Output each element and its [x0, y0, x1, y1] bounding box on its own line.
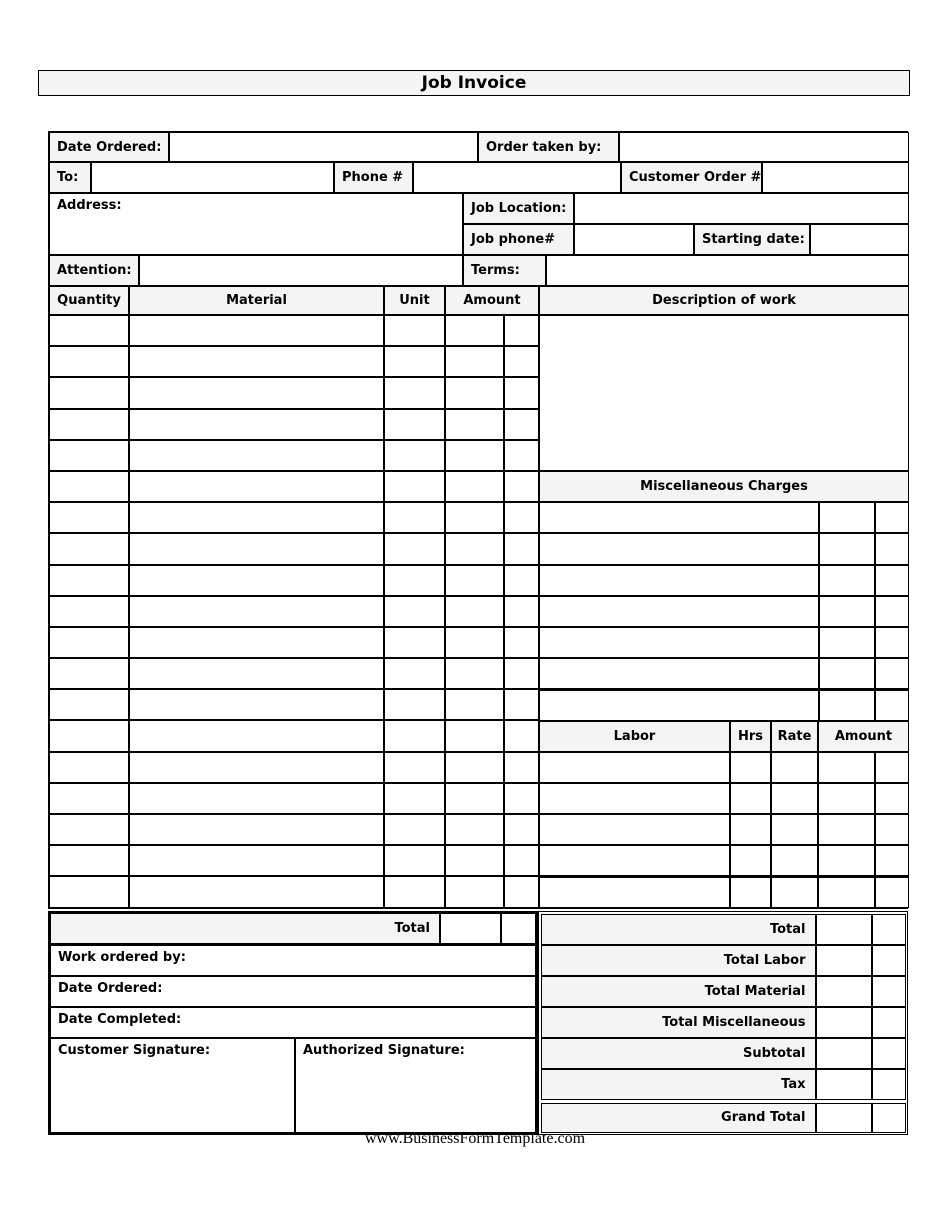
- material-cell[interactable]: [129, 627, 384, 658]
- unit-cell[interactable]: [384, 440, 445, 471]
- amount-cents-cell[interactable]: [504, 533, 539, 564]
- quantity-cell[interactable]: [49, 377, 129, 408]
- amount-dollars-cell[interactable]: [445, 565, 504, 596]
- quantity-cell[interactable]: [49, 440, 129, 471]
- labor-name-cell[interactable]: [539, 752, 730, 783]
- date-ordered-label: Date Ordered:: [49, 132, 169, 162]
- date-completed-field[interactable]: Date Completed:: [50, 1007, 536, 1038]
- labor-hrs-cell[interactable]: [730, 845, 771, 876]
- unit-header: Unit: [384, 286, 445, 315]
- amount-cents-cell[interactable]: [504, 783, 539, 814]
- order-taken-by-label: Order taken by:: [478, 132, 619, 162]
- unit-cell[interactable]: [384, 471, 445, 502]
- labor-cents-cell[interactable]: [875, 814, 909, 845]
- labor-amount-cell[interactable]: [818, 814, 875, 845]
- amount-cents-cell[interactable]: [504, 876, 539, 907]
- material-total-input[interactable]: [440, 913, 501, 944]
- unit-cell[interactable]: [384, 783, 445, 814]
- unit-cell[interactable]: [384, 689, 445, 720]
- quantity-cell[interactable]: [49, 752, 129, 783]
- quantity-header: Quantity: [49, 286, 129, 315]
- unit-cell[interactable]: [384, 627, 445, 658]
- phone-input[interactable]: [413, 162, 621, 193]
- totals-cents-input[interactable]: [872, 1007, 906, 1038]
- totals-amount-input[interactable]: [816, 1038, 872, 1069]
- amount-dollars-cell[interactable]: [445, 876, 504, 907]
- misc-cents-cell[interactable]: [875, 627, 909, 658]
- labor-rate-cell[interactable]: [771, 814, 818, 845]
- amount-dollars-cell[interactable]: [445, 845, 504, 876]
- amount-cents-cell[interactable]: [504, 814, 539, 845]
- date-ordered-input[interactable]: [169, 132, 478, 162]
- quantity-cell[interactable]: [49, 720, 129, 751]
- labor-hrs-cell[interactable]: [730, 752, 771, 783]
- customer-order-input[interactable]: [762, 162, 909, 193]
- customer-signature-field[interactable]: Customer Signature:: [50, 1038, 295, 1133]
- labor-rate-cell[interactable]: [771, 783, 818, 814]
- amount-cents-cell[interactable]: [504, 377, 539, 408]
- labor-rate-cell[interactable]: [771, 876, 818, 907]
- material-cell[interactable]: [129, 440, 384, 471]
- material-cell[interactable]: [129, 720, 384, 751]
- amount-cents-cell[interactable]: [504, 720, 539, 751]
- material-cell[interactable]: [129, 315, 384, 346]
- totals-label: Tax: [541, 1069, 816, 1100]
- amount-cents-cell[interactable]: [504, 409, 539, 440]
- terms-label: Terms:: [463, 255, 546, 286]
- amount-dollars-cell[interactable]: [445, 409, 504, 440]
- amount-dollars-cell[interactable]: [445, 346, 504, 377]
- unit-cell[interactable]: [384, 814, 445, 845]
- amount-dollars-cell[interactable]: [445, 377, 504, 408]
- job-location-label: Job Location:: [463, 193, 574, 224]
- misc-description-cell[interactable]: [539, 627, 819, 658]
- misc-amount-cell[interactable]: [819, 502, 875, 533]
- totals-section: [538, 911, 908, 1135]
- grand-total-cents-input[interactable]: [872, 1103, 906, 1133]
- job-location-input[interactable]: [574, 193, 909, 224]
- labor-rate-cell[interactable]: [771, 752, 818, 783]
- misc-cents-cell[interactable]: [875, 596, 909, 627]
- material-cell[interactable]: [129, 346, 384, 377]
- material-cell[interactable]: [129, 533, 384, 564]
- misc-description-cell[interactable]: [539, 596, 819, 627]
- unit-cell[interactable]: [384, 876, 445, 907]
- labor-rate-cell[interactable]: [771, 845, 818, 876]
- amount-dollars-cell[interactable]: [445, 689, 504, 720]
- amount-cents-cell[interactable]: [504, 565, 539, 596]
- unit-cell[interactable]: [384, 315, 445, 346]
- material-header: Material: [129, 286, 384, 315]
- amount-cents-cell[interactable]: [504, 689, 539, 720]
- misc-amount-cell[interactable]: [819, 627, 875, 658]
- labor-amount-header: Amount: [818, 721, 909, 752]
- quantity-cell[interactable]: [49, 596, 129, 627]
- totals-cents-input[interactable]: [872, 1038, 906, 1069]
- quantity-cell[interactable]: [49, 658, 129, 689]
- quantity-cell[interactable]: [49, 814, 129, 845]
- material-cell[interactable]: [129, 565, 384, 596]
- labor-name-cell[interactable]: [539, 783, 730, 814]
- quantity-cell[interactable]: [49, 876, 129, 907]
- work-column: [539, 315, 909, 908]
- labor-amount-cell[interactable]: [818, 783, 875, 814]
- material-cell[interactable]: [129, 471, 384, 502]
- labor-name-cell[interactable]: [539, 845, 730, 876]
- description-of-work-input[interactable]: [539, 315, 909, 471]
- quantity-cell[interactable]: [49, 471, 129, 502]
- grand-total-input[interactable]: [816, 1103, 872, 1133]
- customer-order-label: Customer Order #: [621, 162, 762, 193]
- labor-hrs-cell[interactable]: [730, 876, 771, 907]
- material-cell[interactable]: [129, 689, 384, 720]
- misc-description-cell[interactable]: [539, 658, 819, 689]
- material-cell[interactable]: [129, 814, 384, 845]
- labor-rows: [539, 752, 909, 908]
- quantity-cell[interactable]: [49, 783, 129, 814]
- grand-total-label: Grand Total: [541, 1103, 816, 1133]
- misc-amount-cell[interactable]: [819, 689, 875, 720]
- to-input[interactable]: [91, 162, 334, 193]
- totals-amount-input[interactable]: [816, 914, 872, 945]
- form-title: [38, 70, 910, 96]
- labor-name-cell[interactable]: [539, 814, 730, 845]
- amount-cents-cell[interactable]: [504, 471, 539, 502]
- labor-header: Labor: [539, 721, 730, 752]
- unit-cell[interactable]: [384, 720, 445, 751]
- labor-amount-cell[interactable]: [818, 752, 875, 783]
- labor-hrs-cell[interactable]: [730, 783, 771, 814]
- material-cell[interactable]: [129, 409, 384, 440]
- amount-dollars-cell[interactable]: [445, 627, 504, 658]
- misc-charges-header: Miscellaneous Charges: [539, 471, 909, 502]
- amount-dollars-cell[interactable]: [445, 440, 504, 471]
- labor-cents-cell[interactable]: [875, 752, 909, 783]
- amount-dollars-cell[interactable]: [445, 596, 504, 627]
- totals-cents-input[interactable]: [872, 1069, 906, 1100]
- description-of-work-header: Description of work: [539, 286, 909, 315]
- misc-description-cell[interactable]: [539, 689, 819, 720]
- rate-header: Rate: [771, 721, 818, 752]
- website-footer: www.BusinessFormTemplate.com: [364, 1130, 586, 1147]
- unit-cell[interactable]: [384, 409, 445, 440]
- quantity-cell[interactable]: [49, 409, 129, 440]
- amount-cents-cell[interactable]: [504, 315, 539, 346]
- amount-dollars-cell[interactable]: [445, 658, 504, 689]
- material-total-label: Total: [50, 913, 440, 944]
- labor-cents-cell[interactable]: [875, 876, 909, 907]
- amount-dollars-cell[interactable]: [445, 814, 504, 845]
- unit-cell[interactable]: [384, 596, 445, 627]
- totals-cents-input[interactable]: [872, 914, 906, 945]
- material-cell[interactable]: [129, 658, 384, 689]
- unit-cell[interactable]: [384, 377, 445, 408]
- form-title-text: Job Invoice: [421, 73, 527, 93]
- totals-amount-input[interactable]: [816, 1069, 872, 1100]
- misc-amount-cell[interactable]: [819, 596, 875, 627]
- totals-label: Total: [541, 914, 816, 945]
- unit-cell[interactable]: [384, 752, 445, 783]
- amount-dollars-cell[interactable]: [445, 720, 504, 751]
- amount-header: Amount: [445, 286, 539, 315]
- amount-cents-cell[interactable]: [504, 627, 539, 658]
- amount-dollars-cell[interactable]: [445, 752, 504, 783]
- material-cell[interactable]: [129, 783, 384, 814]
- totals-amount-input[interactable]: [816, 1007, 872, 1038]
- attention-input[interactable]: [139, 255, 463, 286]
- amount-cents-cell[interactable]: [504, 658, 539, 689]
- amount-dollars-cell[interactable]: [445, 533, 504, 564]
- misc-cents-cell[interactable]: [875, 565, 909, 596]
- quantity-cell[interactable]: [49, 689, 129, 720]
- totals-label: Total Labor: [541, 945, 816, 976]
- totals-cents-input[interactable]: [872, 976, 906, 1007]
- work-ordered-by-field[interactable]: Work ordered by:: [50, 945, 536, 976]
- misc-description-cell[interactable]: [539, 565, 819, 596]
- starting-date-input[interactable]: [810, 224, 909, 255]
- quantity-cell[interactable]: [49, 315, 129, 346]
- terms-input[interactable]: [546, 255, 909, 286]
- misc-amount-cell[interactable]: [819, 658, 875, 689]
- totals-label: Total Miscellaneous: [541, 1007, 816, 1038]
- unit-cell[interactable]: [384, 845, 445, 876]
- labor-name-cell[interactable]: [539, 876, 730, 907]
- quantity-cell[interactable]: [49, 845, 129, 876]
- job-phone-input[interactable]: [574, 224, 694, 255]
- order-taken-by-input[interactable]: [619, 132, 909, 162]
- misc-cents-cell[interactable]: [875, 502, 909, 533]
- labor-amount-cell[interactable]: [818, 845, 875, 876]
- totals-label: Subtotal: [541, 1038, 816, 1069]
- labor-hrs-cell[interactable]: [730, 814, 771, 845]
- totals-label: Total Material: [541, 976, 816, 1007]
- unit-cell[interactable]: [384, 565, 445, 596]
- material-cell[interactable]: [129, 502, 384, 533]
- misc-amount-cell[interactable]: [819, 565, 875, 596]
- amount-dollars-cell[interactable]: [445, 315, 504, 346]
- totals-amount-input[interactable]: [816, 945, 872, 976]
- material-cell[interactable]: [129, 876, 384, 907]
- misc-amount-cell[interactable]: [819, 533, 875, 564]
- material-cell[interactable]: [129, 845, 384, 876]
- material-cell[interactable]: [129, 377, 384, 408]
- totals-rows: [541, 914, 906, 1100]
- quantity-cell[interactable]: [49, 627, 129, 658]
- misc-charges-rows: [539, 502, 909, 720]
- phone-label: Phone #: [334, 162, 413, 193]
- misc-cents-cell[interactable]: [875, 658, 909, 689]
- authorized-signature-field[interactable]: Authorized Signature:: [295, 1038, 536, 1133]
- totals-amount-input[interactable]: [816, 976, 872, 1007]
- quantity-cell[interactable]: [49, 502, 129, 533]
- amount-cents-cell[interactable]: [504, 845, 539, 876]
- unit-cell[interactable]: [384, 533, 445, 564]
- material-cell[interactable]: [129, 596, 384, 627]
- amount-dollars-cell[interactable]: [445, 783, 504, 814]
- quantity-cell[interactable]: [49, 533, 129, 564]
- amount-cents-cell[interactable]: [504, 752, 539, 783]
- labor-cents-cell[interactable]: [875, 845, 909, 876]
- attention-label: Attention:: [49, 255, 139, 286]
- material-rows: [49, 315, 539, 908]
- amount-dollars-cell[interactable]: [445, 471, 504, 502]
- date-ordered-field[interactable]: Date Ordered:: [50, 976, 536, 1007]
- job-phone-label: Job phone#: [463, 224, 574, 255]
- amount-cents-cell[interactable]: [504, 440, 539, 471]
- quantity-cell[interactable]: [49, 565, 129, 596]
- amount-dollars-cell[interactable]: [445, 502, 504, 533]
- starting-date-label: Starting date:: [694, 224, 810, 255]
- misc-description-cell[interactable]: [539, 533, 819, 564]
- amount-cents-cell[interactable]: [504, 346, 539, 377]
- labor-cents-cell[interactable]: [875, 783, 909, 814]
- invoice-form: [48, 131, 908, 909]
- amount-cents-cell[interactable]: [504, 502, 539, 533]
- labor-amount-cell[interactable]: [818, 876, 875, 907]
- amount-cents-cell[interactable]: [504, 596, 539, 627]
- totals-cents-input[interactable]: [872, 945, 906, 976]
- misc-description-cell[interactable]: [539, 502, 819, 533]
- misc-cents-cell[interactable]: [875, 533, 909, 564]
- signoff-section: [48, 911, 538, 1135]
- unit-cell[interactable]: [384, 658, 445, 689]
- to-label: To:: [49, 162, 91, 193]
- hrs-header: Hrs: [730, 721, 771, 752]
- unit-cell[interactable]: [384, 346, 445, 377]
- material-cell[interactable]: [129, 752, 384, 783]
- address-field[interactable]: Address:: [49, 193, 463, 255]
- material-total-cents-input[interactable]: [501, 913, 536, 944]
- unit-cell[interactable]: [384, 502, 445, 533]
- quantity-cell[interactable]: [49, 346, 129, 377]
- misc-cents-cell[interactable]: [875, 689, 909, 720]
